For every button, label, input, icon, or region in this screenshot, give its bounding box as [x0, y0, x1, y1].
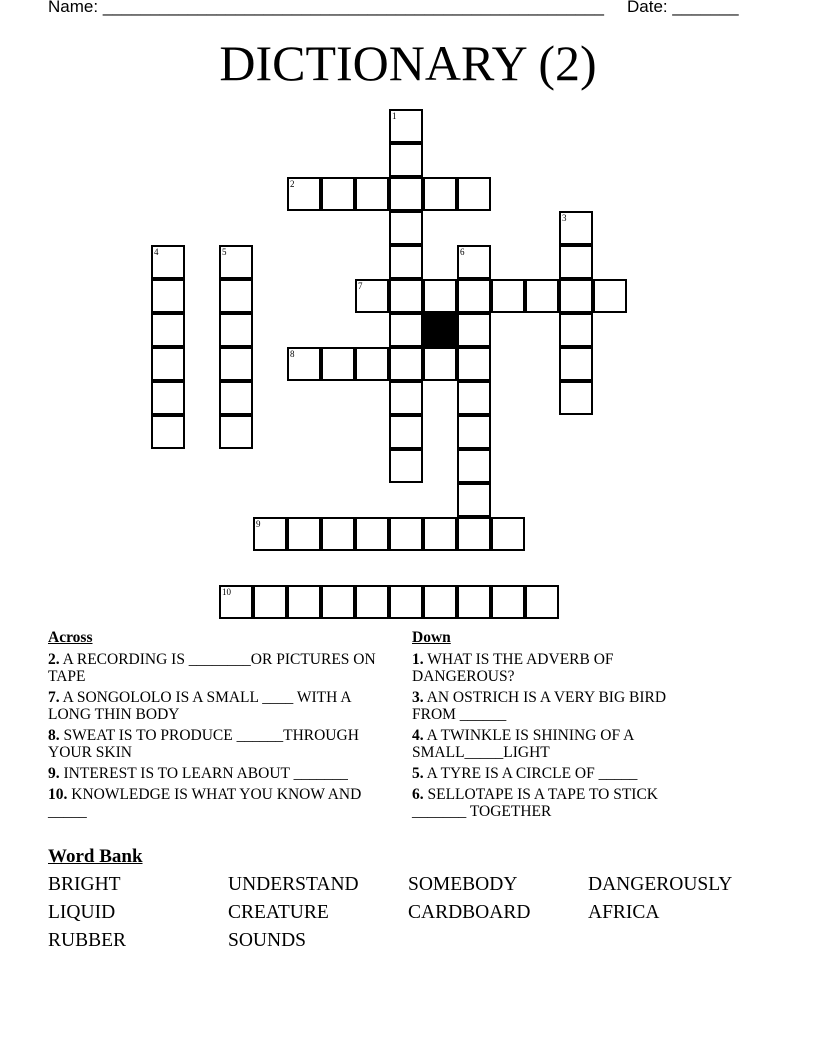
grid-cell[interactable]	[287, 517, 321, 551]
grid-cell[interactable]	[355, 347, 389, 381]
clue-number: 1.	[412, 651, 424, 668]
grid-cell[interactable]	[559, 245, 593, 279]
clue-text: AN OSTRICH IS A VERY BIG BIRD FROM ______	[412, 689, 667, 723]
grid-cell[interactable]	[491, 585, 525, 619]
page-title: DICTIONARY (2)	[219, 35, 597, 91]
grid-cell[interactable]	[389, 279, 423, 313]
grid-cell[interactable]	[525, 585, 559, 619]
word-bank-item: SOMEBODY	[408, 874, 518, 895]
grid-cell[interactable]	[151, 415, 185, 449]
grid-cell[interactable]	[457, 245, 491, 279]
clue-number: 6.	[412, 786, 424, 803]
word-bank	[48, 874, 768, 958]
clue-number: 10	[222, 587, 231, 597]
clue-number: 2.	[48, 651, 60, 668]
down-clues	[412, 629, 712, 824]
grid-cell[interactable]	[355, 177, 389, 211]
grid-cell[interactable]	[457, 381, 491, 415]
clue-text: A SONGOLOLO IS A SMALL ____ WITH A LONG THIN BODY	[48, 689, 351, 723]
grid-cell[interactable]	[389, 313, 423, 347]
grid-cell[interactable]	[559, 347, 593, 381]
clue-text: KNOWLEDGE IS WHAT YOU KNOW AND _____	[48, 786, 362, 820]
clue-text: A RECORDING IS ________OR PICTURES ON TAPE	[48, 651, 376, 685]
clue-text: SELLOTAPE IS A TAPE TO STICK _______ TOGETHER	[412, 786, 658, 820]
down-heading: Down	[412, 629, 451, 646]
grid-cell[interactable]	[423, 347, 457, 381]
grid-cell[interactable]	[457, 415, 491, 449]
clue-number: 1	[392, 111, 397, 121]
grid-cell[interactable]	[355, 585, 389, 619]
grid-cell[interactable]	[287, 585, 321, 619]
clue-number: 7.	[48, 689, 60, 706]
grid-cell[interactable]	[219, 245, 253, 279]
grid-cell[interactable]	[389, 415, 423, 449]
clue-number: 2	[290, 179, 295, 189]
grid-cell[interactable]	[151, 381, 185, 415]
grid-cell[interactable]	[491, 279, 525, 313]
grid-cell[interactable]	[457, 279, 491, 313]
grid-cell[interactable]	[457, 177, 491, 211]
grid-cell[interactable]	[423, 279, 457, 313]
name-label: Name:	[48, 0, 99, 16]
grid-cell[interactable]	[559, 313, 593, 347]
down-clue	[412, 786, 712, 820]
grid-cell[interactable]	[355, 517, 389, 551]
grid-cell[interactable]	[491, 517, 525, 551]
across-clue	[48, 651, 393, 685]
clue-number: 9	[256, 519, 261, 529]
down-clue	[412, 689, 712, 723]
clue-text: A TWINKLE IS SHINING OF A SMALL_____LIGHT	[412, 727, 634, 761]
grid-cell[interactable]	[389, 585, 423, 619]
grid-cell[interactable]	[219, 585, 253, 619]
grid-cell[interactable]	[457, 313, 491, 347]
grid-cell[interactable]	[389, 381, 423, 415]
down-clue-list	[412, 651, 712, 820]
clue-number: 3	[562, 213, 567, 223]
clue-number: 10.	[48, 786, 68, 803]
across-clue	[48, 765, 393, 782]
name-blank[interactable]: _____________________________________________________	[102, 0, 604, 16]
grid-cell[interactable]	[321, 517, 355, 551]
clue-number: 5.	[412, 765, 424, 782]
grid-cell[interactable]	[287, 177, 321, 211]
grid-cell[interactable]	[219, 347, 253, 381]
across-clue	[48, 689, 393, 723]
grid-cell[interactable]	[423, 585, 457, 619]
grid-cell[interactable]	[219, 313, 253, 347]
grid-cell[interactable]	[321, 177, 355, 211]
grid-cell[interactable]	[253, 517, 287, 551]
down-clue	[412, 651, 712, 685]
clue-number: 7	[358, 281, 363, 291]
across-clues	[48, 629, 393, 824]
grid-cell[interactable]	[219, 415, 253, 449]
date-label: Date:	[627, 0, 668, 16]
date-blank[interactable]: _______	[672, 0, 739, 16]
grid-cell[interactable]	[389, 177, 423, 211]
grid-cell[interactable]	[457, 449, 491, 483]
clue-number: 5	[222, 247, 227, 257]
grid-cell[interactable]	[151, 313, 185, 347]
word-bank-title: Word Bank	[48, 846, 143, 867]
across-clue-list	[48, 651, 393, 820]
grid-cell[interactable]	[355, 279, 389, 313]
clue-number: 4	[154, 247, 159, 257]
grid-cell[interactable]	[559, 211, 593, 245]
grid-cell[interactable]	[593, 279, 627, 313]
grid-cell[interactable]	[389, 449, 423, 483]
grid-cell[interactable]	[559, 381, 593, 415]
grid-cell[interactable]	[389, 517, 423, 551]
clue-number: 9.	[48, 765, 60, 782]
clue-text: WHAT IS THE ADVERB OF DANGEROUS?	[412, 651, 614, 685]
clue-number: 8	[290, 349, 295, 359]
clue-text: SWEAT IS TO PRODUCE ______THROUGH YOUR SKIN	[48, 727, 359, 761]
grid-cell[interactable]	[321, 585, 355, 619]
grid-cell[interactable]	[559, 279, 593, 313]
grid-cell[interactable]	[321, 347, 355, 381]
grid-cell[interactable]	[151, 347, 185, 381]
word-bank-item: UNDERSTAND	[228, 874, 359, 895]
grid-cell[interactable]	[389, 109, 423, 143]
grid-cell[interactable]	[151, 279, 185, 313]
grid-cell[interactable]	[253, 585, 287, 619]
word-bank-item: DANGEROUSLY	[588, 874, 733, 895]
down-clue	[412, 765, 712, 782]
word-bank-item: SOUNDS	[228, 930, 307, 951]
grid-cell[interactable]	[457, 517, 491, 551]
clue-number: 6	[460, 247, 465, 257]
clue-text: INTEREST IS TO LEARN ABOUT _______	[59, 765, 348, 782]
clue-text: A TYRE IS A CIRCLE OF _____	[423, 765, 638, 782]
across-clue	[48, 786, 393, 820]
grid-cell[interactable]	[219, 381, 253, 415]
across-heading: Across	[48, 629, 93, 646]
black-cell	[423, 313, 457, 347]
word-bank-item: LIQUID	[48, 902, 116, 923]
grid-cell[interactable]	[389, 347, 423, 381]
clue-number: 4.	[412, 727, 424, 744]
grid-cell[interactable]	[457, 347, 491, 381]
grid-cell[interactable]	[151, 245, 185, 279]
clue-number: 3.	[412, 689, 424, 706]
grid-cell[interactable]	[457, 585, 491, 619]
word-bank-item: RUBBER	[48, 930, 127, 951]
grid-cell[interactable]	[389, 245, 423, 279]
clue-number: 8.	[48, 727, 60, 744]
word-bank-item: CARDBOARD	[408, 902, 531, 923]
grid-cell[interactable]	[525, 279, 559, 313]
grid-cell[interactable]	[219, 279, 253, 313]
grid-cell[interactable]	[423, 517, 457, 551]
down-clue	[412, 727, 712, 761]
word-bank-item: AFRICA	[588, 902, 660, 923]
grid-cell[interactable]	[457, 483, 491, 517]
across-clue	[48, 727, 393, 761]
word-bank-item: CREATURE	[228, 902, 329, 923]
grid-cell[interactable]	[423, 177, 457, 211]
word-bank-item: BRIGHT	[48, 874, 121, 895]
grid-cell[interactable]	[389, 143, 423, 177]
grid-cell[interactable]	[287, 347, 321, 381]
grid-cell[interactable]	[389, 211, 423, 245]
